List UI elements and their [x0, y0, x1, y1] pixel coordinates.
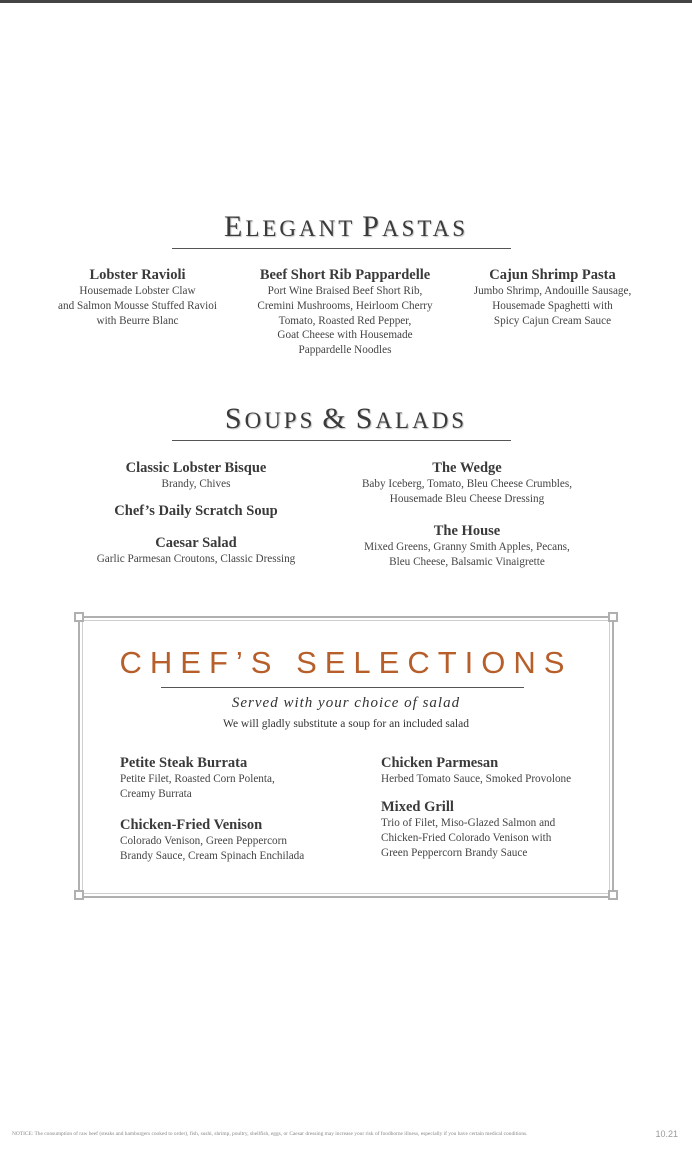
dish-desc [120, 834, 360, 864]
menu-item [381, 799, 601, 860]
section-rule-soups [172, 440, 511, 441]
dish-desc: Garlic Parmesan Croutons, Classic Dressing [96, 553, 296, 565]
desc-line: Bleu Cheese, Balsamic Vinaigrette [389, 555, 545, 568]
dish-name: Chicken Parmesan [381, 755, 499, 771]
desc-line: Spicy Cajun Cream Sauce [493, 314, 612, 327]
desc-line: Tomato, Roasted Red Pepper, [278, 314, 412, 327]
menu-item [347, 460, 587, 507]
top-border-rule [0, 0, 692, 3]
dish-desc [381, 816, 601, 860]
desc-line: Baby Iceberg, Tomato, Bleu Cheese Crumbles, [361, 478, 573, 490]
desc-line: Petite Filet, Roasted Corn Polenta, [120, 773, 275, 785]
desc-line: with Beurre Blanc [96, 314, 179, 327]
dish-desc [381, 772, 601, 787]
chef-selections-note: We will gladly substitute a soup for an included salad [223, 718, 469, 730]
menu-item [381, 755, 601, 787]
frame-corner [74, 890, 84, 900]
dish-name: Cajun Shrimp Pasta [489, 267, 616, 283]
desc-line: Cremini Mushrooms, Heirloom Cherry [257, 299, 433, 312]
desc-line: Port Wine Braised Beef Short Rib, [267, 285, 423, 297]
desc-line: Chicken-Fried Colorado Venison with [381, 831, 552, 844]
dish-name: The Wedge [432, 460, 502, 476]
desc-line: Creamy Burrata [120, 787, 192, 800]
chef-selections-subtitle: Served with your choice of salad [231, 695, 461, 711]
menu-item [455, 267, 650, 328]
menu-item [347, 523, 587, 570]
chef-selections-title: CHEF’S SELECTIONS [119, 645, 573, 680]
dish-name: Lobster Ravioli [89, 267, 186, 283]
desc-line: Housemade Spaghetti with [492, 299, 613, 312]
menu-item [120, 817, 360, 864]
dish-name: The House [433, 523, 501, 539]
title-initial: P [362, 210, 382, 243]
dish-name: Chicken-Fried Venison [120, 817, 263, 833]
title-initial: E [223, 210, 246, 243]
desc-line: Housemade Bleu Cheese Dressing [389, 492, 545, 505]
dish-name: Mixed Grill [381, 799, 454, 815]
title-rest: OUPS [244, 408, 316, 433]
menu-item [120, 755, 360, 802]
title-rest: ALADS [375, 408, 468, 433]
dish-name: Caesar Salad [155, 535, 237, 551]
dish-desc: Brandy, Chives [161, 478, 231, 490]
dish-desc [347, 540, 587, 570]
title-initial: S [224, 402, 245, 435]
dish-desc [120, 772, 360, 802]
desc-line: Housemade Lobster Claw [79, 285, 196, 297]
food-safety-notice: NOTICE: The consumption of raw beef (steaks and hamburgers cooked to order), fish, sushi, shrimp, poultry, shellfish, eggs, or Caesar dressing may increase your risk of foodborne illness, especially if you have certain medical conditions. [12, 1131, 528, 1137]
desc-line: Pappardelle Noodles [298, 344, 392, 357]
desc-line: Goat Cheese with Housemade [277, 329, 413, 342]
frame-corner [608, 612, 618, 622]
desc-line: Brandy Sauce, Cream Spinach Enchilada [120, 849, 305, 862]
dish-name: Chef’s Daily Scratch Soup [114, 503, 278, 519]
chef-selections-rule [161, 687, 524, 688]
desc-line: Green Peppercorn Brandy Sauce [381, 846, 528, 859]
dish-name: Classic Lobster Bisque [125, 460, 267, 476]
desc-line: Herbed Tomato Sauce, Smoked Provolone [381, 773, 572, 785]
section-title-soups-salads [0, 402, 692, 436]
section-rule-pastas [172, 248, 511, 249]
dish-desc [40, 284, 235, 328]
frame-corner [74, 612, 84, 622]
menu-version-code: 10.21 [655, 1129, 678, 1139]
dish-desc [347, 477, 587, 507]
menu-item [76, 535, 316, 567]
dish-desc [455, 284, 650, 328]
desc-line: Jumbo Shrimp, Andouille Sausage, [473, 285, 632, 297]
frame-corner [608, 890, 618, 900]
menu-item [76, 460, 316, 492]
title-initial: S [355, 402, 376, 435]
section-title-pastas [0, 210, 692, 244]
desc-line: Mixed Greens, Granny Smith Apples, Pecans, [364, 541, 570, 553]
desc-line: Colorado Venison, Green Peppercorn [120, 835, 287, 847]
title-rest: ASTAS [381, 216, 468, 241]
dish-name: Petite Steak Burrata [120, 755, 248, 771]
menu-item [40, 267, 235, 328]
dish-desc [240, 284, 450, 358]
title-rest: LEGANT [245, 216, 356, 241]
dish-name: Beef Short Rib Pappardelle [259, 267, 431, 283]
menu-item [76, 503, 316, 520]
desc-line: and Salmon Mousse Stuffed Ravioi [58, 299, 217, 312]
title-ampersand: & [322, 402, 349, 435]
desc-line: Trio of Filet, Miso-Glazed Salmon and [381, 817, 556, 829]
menu-item [240, 267, 450, 358]
